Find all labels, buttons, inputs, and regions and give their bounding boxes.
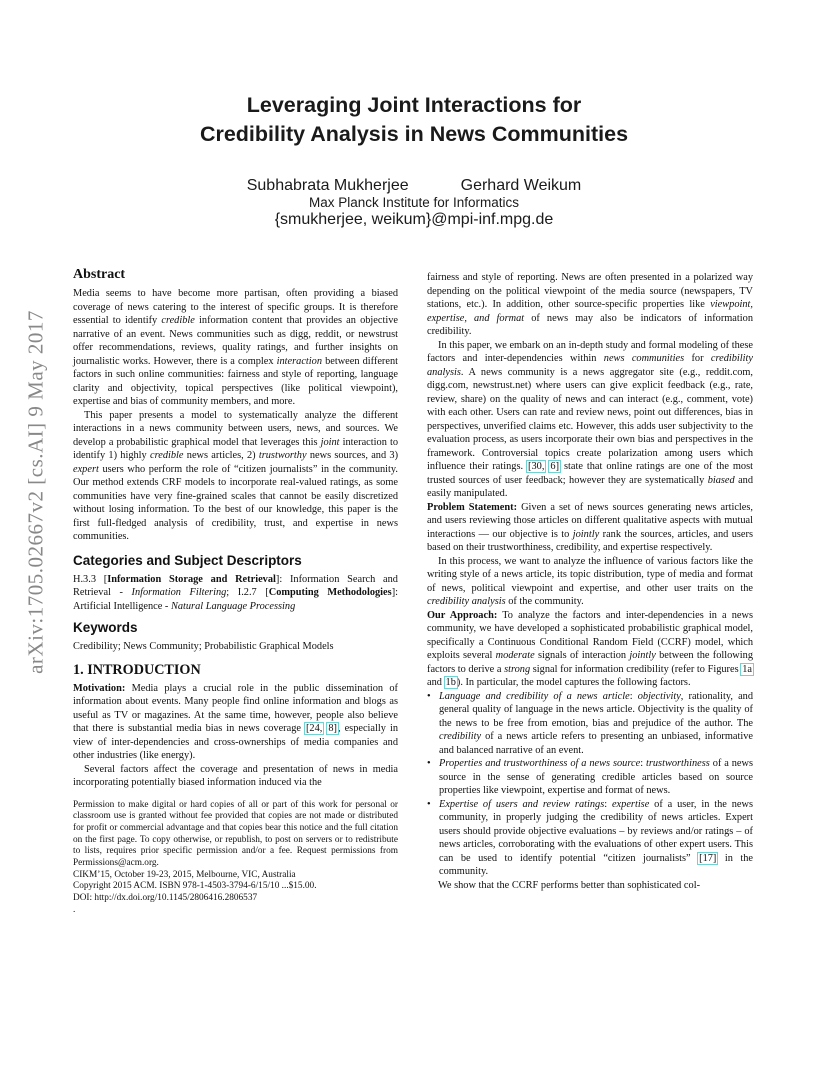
list-item: • Properties and trustworthiness of a news source: trustworthiness of a news source in the sense of generating credible articles based on source properties like viewpoint, expertise and format of news.: [427, 758, 754, 796]
author-email: {smukherjee, weikum}@mpi-inf.mpg.de: [274, 211, 554, 228]
our-approach: Our Approach: To analyze the factors and inter-dependencies in a news community, we have developed a sophisticated probabilistic graphical model, specifically a Continuous Conditional Random Field (CCRF) model, which exploits several moderate signals of interaction jointly between the following factors to derive a strong signal for information credibility (refer to Figures 1a and 1b). In particular, the model captures the following factors.: [427, 609, 753, 688]
citation-link-17[interactable]: [17]: [699, 852, 717, 864]
introduction-heading: 1. INTRODUCTION: [73, 661, 201, 678]
copyright-line: Copyright 2015 ACM. ISBN 978-1-4503-3794-6/15/10 ...$15.00.: [73, 881, 317, 892]
abstract-paragraph-2: This paper presents a model to systematically analyze the different interactions in a news community between users, news, and sources. We develop a probabilistic graphical model that leverages this joint interaction to identify 1) highly credible news articles, 2) trustworthy news sources, and 3) expert users who perform the role of “citizen journalists” in the community. Our method extends CRF models to incorporate real-valued ratings, as some communities have very fine-grained scales that cannot be easily discretized without losing information. To the best of our knowledge, this paper is the first full-fledged analysis of credibility, trust, and expertise in news communities.: [73, 409, 399, 542]
factor-list: [427, 690, 753, 879]
problem-statement: Problem Statement: Given a set of news sources generating news articles, and users reviewing those articles on different qualitative aspects with mutual interactions — our objective is to jointly rank the sources, articles, and users based on their trustworthiness, credibility, and expertise respectively.: [427, 501, 753, 553]
trailing-dot: .: [73, 904, 76, 915]
affiliation: Max Planck Institute for Informatics: [308, 195, 520, 210]
figure-link-1b[interactable]: 1b: [445, 677, 456, 688]
right-paragraph-1: fairness and style of reporting. News are often presented in a polarized way depending on the political viewpoint of the media source (newspapers, TV stations, etc.). In addition, other source-specific properties like viewpoint, expertise, and format of news may also be indicators of information credibility.: [427, 272, 753, 337]
title-line-2: Credibility Analysis in News Communities: [199, 122, 629, 146]
keywords-text: Credibility; News Community; Probabilistic Graphical Models: [73, 641, 334, 652]
permission-text: Permission to make digital or hard copies of all or part of this work for personal or classroom use is granted without fee provided that copies are not made or distributed for profit or commercial advantage and that copies bear this notice and the full citation on the first page. To copy otherwise, or republish, to post on servers or to redistribute to lists, requires prior specific permission and/or a fee. Request permissions from Permissions@acm.org.: [73, 799, 398, 869]
list-item: • Expertise of users and review ratings: expertise of a user, in the news community, in properly judging the credibility of news articles. Expert users should provide objective evaluations – by reviews and/or ratings – of news articles, corroborating with the evaluations of other expert users. This can be used to identify potential “citizen journalists” [17] in the community.: [427, 798, 753, 877]
permission-notice: [73, 800, 398, 917]
author-2: Gerhard Weikum: [460, 177, 582, 194]
intro-paragraph-1: Motivation: Media plays a crucial role in the public dissemination of information about events. Many people find online information and blogs as useful as TV or magazines. At the same time, however, people also believe that there is substantial media bias in news coverage [24, 8], especially in view of inter-dependencies and cross-ownerships of media companies and other industries (like energy).: [73, 682, 398, 761]
list-item: • Language and credibility of a news article: objectivity, rationality, and general quality of language in the news article. Objectivity is the quality of the news to be free from emotion, bias and prejudice of the author. The credibility of a news article refers to presenting an unbiased, informative and balanced narrative of an event.: [427, 690, 753, 756]
right-column: [427, 271, 753, 892]
right-paragraph-6: We show that the CCRF performs better than sophisticated col-: [438, 879, 701, 891]
author-1: Subhabrata Mukherjee: [246, 177, 409, 194]
abstract-paragraph-1: Media seems to have become more partisan, often providing a biased coverage of news catering to the interest of specific groups. It is therefore essential to identify credible information content that provides an objective narrative of an event. News communities such as digg, reddit, or newstrust offer recommendations, reviews, quality ratings, and further insights on journalistic works. However, there is a complex interaction between different factors in such online communities: fairness and style of reporting, language clarity and objectivity, topical perspectives (like political viewpoint), expertise and bias of community members, and more.: [73, 288, 398, 407]
intro-paragraph-2: Several factors affect the coverage and presentation of news in media incorporating potentially biased information induced via the: [73, 763, 398, 788]
author-block: [0, 176, 828, 229]
left-column: [73, 266, 398, 917]
bullet-icon: •: [427, 798, 431, 810]
categories-heading: Categories and Subject Descriptors: [73, 552, 302, 568]
arxiv-stamp-text: arXiv:1705.02667v2 [cs.AI] 9 May 2017: [23, 310, 48, 674]
figure-link-1a[interactable]: 1a: [742, 663, 753, 675]
conference-venue: CIKM’15, October 19-23, 2015, Melbourne, VIC, Australia: [73, 869, 296, 880]
bullet-icon: •: [427, 758, 431, 769]
right-paragraph-2: In this paper, we embark on an in-depth study and formal modeling of these factors and inter-dependencies within news communities for credibility analysis. A news community is a news aggregator site (e.g., reddit.com, digg.com, newstrust.net) where users can give explicit feedback (e.g., rate, review, share) on the quality of news and can interact (e.g., comment, vote) with each other. Users can rate and review news, point out differences, bias in perspectives, unverified claims etc. However, this adds user subjectivity to the evaluation process, as users incorporate their own bias and perspectives in the framework. Controversial topics create polarization among users which influence their ratings. [30, 6] state that online ratings are one of the most trusted sources of user feedback; however they are systematically biased and easily manipulated.: [427, 339, 754, 499]
doi-line: DOI: http://dx.doi.org/10.1145/2806416.2806537: [73, 893, 258, 904]
bullet-icon: •: [427, 690, 431, 702]
author-names: [0, 176, 828, 195]
keywords-heading: Keywords: [73, 620, 138, 635]
citation-link-30[interactable]: [30,: [528, 461, 545, 472]
abstract-heading: Abstract: [73, 267, 126, 282]
citation-link-24[interactable]: [24,: [305, 723, 323, 734]
arxiv-stamp: [18, 292, 54, 692]
citation-link-8[interactable]: 8]: [328, 723, 337, 734]
title-line-1: Leveraging Joint Interactions for: [246, 93, 582, 117]
categories-text: H.3.3 [Information Storage and Retrieval]: Information Search and Retrieval - Information Filtering; I.2.7 [Computing Methodologies]: Artificial Intelligence - Natural Language Processing: [73, 573, 399, 612]
citation-link-6[interactable]: 6]: [550, 461, 560, 472]
paper-title: [0, 91, 828, 149]
right-paragraph-4: In this process, we want to analyze the influence of various factors like the writing style of a news article, its topic distribution, type of media and format of news, political viewpoint and expertise, and other user traits on the credibility analysis of the community.: [427, 555, 753, 607]
